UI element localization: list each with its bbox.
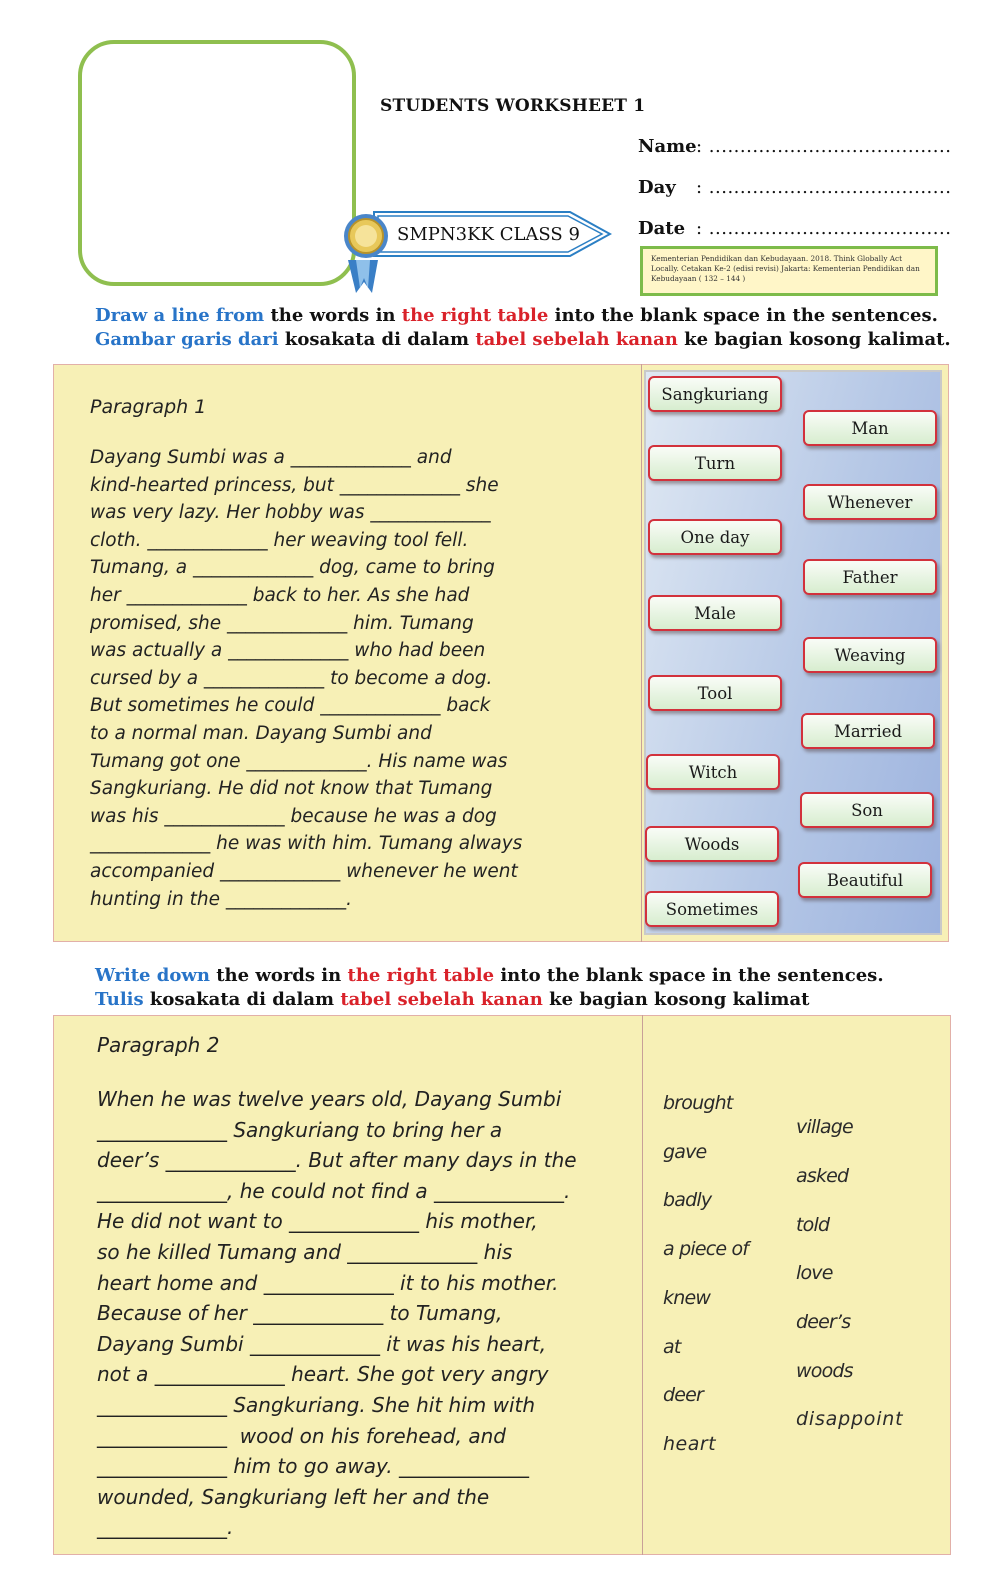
- text-line: wounded, Sangkuriang left her and the: [97, 1484, 490, 1509]
- word-button-witch[interactable]: Witch: [646, 754, 780, 790]
- word-item-told[interactable]: told: [796, 1214, 830, 1236]
- word-button-turn[interactable]: Turn: [648, 445, 782, 481]
- word-item-heart[interactable]: heart: [663, 1433, 717, 1455]
- text-line: _____________ him to go away. _____________: [97, 1454, 530, 1479]
- word-button-one-day[interactable]: One day: [648, 519, 782, 555]
- text-line: so he killed Tumang and _____________ his: [97, 1239, 513, 1264]
- text-line: to a normal man. Dayang Sumbi and: [90, 722, 432, 744]
- word-item-a-piece-of[interactable]: a piece of: [663, 1238, 749, 1260]
- photo-frame: [78, 40, 356, 286]
- word-button-woods[interactable]: Woods: [645, 826, 779, 862]
- word-button-beautiful[interactable]: Beautiful: [798, 862, 932, 898]
- text-line: was his _____________ because he was a dog: [90, 805, 497, 827]
- text-line: Tumang got one _____________. His name was: [90, 750, 508, 772]
- word-button-sangkuriang[interactable]: Sangkuriang: [648, 376, 782, 412]
- text-line: He did not want to _____________ his mother,: [97, 1209, 538, 1234]
- day-field[interactable]: Day : .......................................: [638, 177, 952, 198]
- divider: [642, 1015, 643, 1555]
- reference-note: Kementerian Pendidikan dan Kebudayaan. 2018. Think Globally Act Locally. Cetakan Ke-2 (edisi revisi) Jakarta: Kementerian Pendidikan dan Kebudayaan ( 132 – 144 ): [640, 246, 938, 296]
- text-line: heart home and _____________ it to his mother.: [97, 1270, 559, 1295]
- word-item-brought[interactable]: brought: [663, 1092, 733, 1114]
- text-line: _____________, he could not find a _____________.: [97, 1178, 571, 1203]
- text-line: _____________ wood on his forehead, and: [97, 1423, 506, 1448]
- word-item-asked[interactable]: asked: [796, 1165, 849, 1187]
- paragraph-2-title: Paragraph 2: [97, 1033, 220, 1057]
- text-line: accompanied _____________ whenever he went: [90, 860, 518, 882]
- text-line: hunting in the _____________.: [90, 888, 353, 910]
- text-line: When he was twelve years old, Dayang Sumbi: [97, 1087, 562, 1111]
- paragraph-1-text: [90, 444, 635, 913]
- text-line: Sangkuriang. He did not know that Tumang: [90, 778, 493, 800]
- word-item-badly[interactable]: badly: [663, 1189, 712, 1211]
- word-item-woods[interactable]: woods: [796, 1360, 853, 1382]
- instruction-2-en: Write down the words in the right table into the blank space in the sentences.: [95, 965, 884, 986]
- word-item-disappoint[interactable]: disappoint: [796, 1408, 904, 1430]
- text-line: cloth. _____________ her weaving tool fell.: [90, 529, 469, 551]
- word-button-weaving[interactable]: Weaving: [803, 637, 937, 673]
- class-ribbon: [342, 208, 612, 293]
- divider: [641, 364, 642, 942]
- text-line: promised, she _____________ him. Tumang: [90, 612, 474, 634]
- text-line: her _____________ back to her. As she had: [90, 584, 470, 606]
- class-label: SMPN3KK CLASS 9: [397, 224, 580, 245]
- word-item-gave[interactable]: gave: [663, 1141, 707, 1163]
- instruction-1-id: Gambar garis dari kosakata di dalam tabel sebelah kanan ke bagian kosong kalimat.: [95, 329, 951, 350]
- text-line: not a _____________ heart. She got very angry: [97, 1362, 549, 1387]
- text-line: _____________ Sangkuriang to bring her a: [97, 1117, 503, 1142]
- text-line: Dayang Sumbi _____________ it was his heart,: [97, 1331, 547, 1356]
- word-button-male[interactable]: Male: [648, 595, 782, 631]
- word-button-married[interactable]: Married: [801, 713, 935, 749]
- paragraph-2-text: [97, 1084, 637, 1543]
- word-item-village[interactable]: village: [796, 1116, 853, 1138]
- text-line: _____________ he was with him. Tumang always: [90, 833, 523, 855]
- worksheet-title: STUDENTS WORKSHEET 1: [380, 96, 646, 116]
- text-line: Because of her _____________ to Tumang,: [97, 1301, 503, 1326]
- name-field[interactable]: Name: .......................................: [638, 136, 952, 157]
- word-button-man[interactable]: Man: [803, 410, 937, 446]
- instruction-1-en: Draw a line from the words in the right table into the blank space in the sentences.: [95, 305, 938, 326]
- word-button-son[interactable]: Son: [800, 792, 934, 828]
- word-item-knew[interactable]: knew: [663, 1287, 711, 1309]
- word-button-whenever[interactable]: Whenever: [803, 484, 937, 520]
- word-button-father[interactable]: Father: [803, 559, 937, 595]
- text-line: was actually a _____________ who had been: [90, 640, 486, 662]
- instruction-2-id: Tulis kosakata di dalam tabel sebelah kanan ke bagian kosong kalimat: [95, 989, 810, 1010]
- word-item-at[interactable]: at: [663, 1336, 681, 1358]
- text-line: Dayang Sumbi was a _____________ and: [90, 447, 452, 468]
- text-line: was very lazy. Her hobby was _____________: [90, 502, 491, 524]
- word-item-love[interactable]: love: [796, 1262, 833, 1284]
- text-line: Tumang, a _____________ dog, came to bring: [90, 557, 495, 579]
- text-line: kind-hearted princess, but _____________ she: [90, 474, 499, 496]
- word-item-deers[interactable]: deer’s: [796, 1311, 851, 1333]
- text-line: cursed by a _____________ to become a dog.: [90, 667, 493, 689]
- text-line: deer’s _____________. But after many days in the: [97, 1148, 577, 1173]
- paragraph-1-title: Paragraph 1: [90, 396, 207, 418]
- text-line: _____________.: [97, 1515, 234, 1540]
- word-item-deer[interactable]: deer: [663, 1384, 704, 1406]
- word-button-sometimes[interactable]: Sometimes: [645, 891, 779, 927]
- date-field[interactable]: Date : .......................................: [638, 218, 952, 239]
- text-line: But sometimes he could _____________ back: [90, 695, 491, 717]
- text-line: _____________ Sangkuriang. She hit him with: [97, 1392, 536, 1417]
- word-button-tool[interactable]: Tool: [648, 675, 782, 711]
